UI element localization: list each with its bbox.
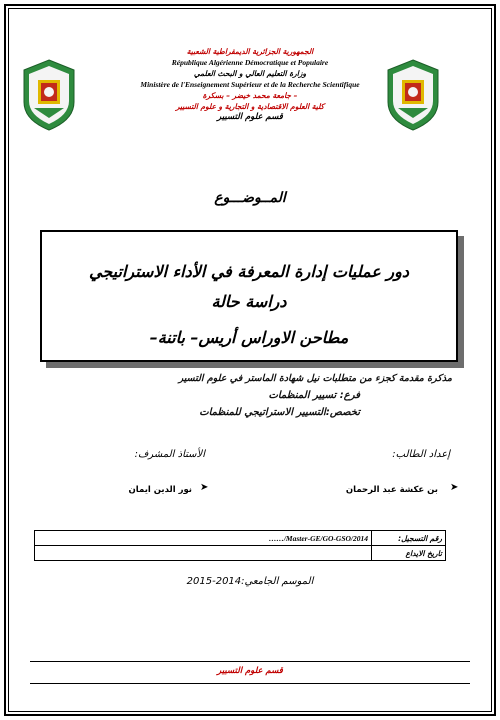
- thesis-title-case: دراسة حالة: [211, 292, 287, 311]
- table-row: [35, 531, 446, 546]
- header-department: قسم علوم التسيير: [217, 112, 283, 122]
- thesis-title-box: [40, 230, 458, 362]
- registration-number-value: ……/Master-GE/GO-GSO/2014: [35, 531, 372, 546]
- header-faculty: كلية العلوم الاقتصادية و التجارية و علوم التسيير: [175, 102, 325, 111]
- student-label: إعداد الطالب:: [392, 449, 450, 460]
- institution-header: [110, 46, 390, 123]
- registration-table: [34, 530, 446, 561]
- academic-year: الموسم الجامعي:2014-2015: [186, 576, 314, 587]
- registration-number-label: رقم التسجيل:: [372, 531, 446, 546]
- subject-heading: المــوضـــوع: [214, 190, 286, 206]
- memo-specialty: تخصص:التسيير الاستراتيجي للمنظمات: [199, 407, 360, 418]
- footer-divider-bottom: [30, 683, 470, 684]
- memo-description: مذكرة مقدمة كجزء من متطلبات نيل شهادة الماستر في علوم التسير: [178, 373, 452, 384]
- header-ministry-ar: وزارة التعليم العالي و البحث العلمي: [193, 69, 307, 78]
- university-logo-right: [384, 58, 442, 132]
- table-row: [35, 546, 446, 561]
- thesis-title-company: مطاحن الاوراس أريس– باتنة–: [149, 328, 349, 347]
- header-republic-ar: الجمهورية الجزائرية الديمقراطية الشعبية: [186, 47, 314, 56]
- supervisor-label: الأستاذ المشرف:: [134, 449, 205, 460]
- supervisor-name: نور الدين ايمان: [128, 485, 192, 495]
- arrow-bullet-icon: ➤: [450, 482, 459, 493]
- footer-divider-top: [30, 661, 470, 662]
- footer-department: قسم علوم التسيير: [217, 666, 283, 676]
- student-name: بن عكشة عبد الرحمان: [345, 485, 438, 495]
- header-university: جامعة محمد خيضر – بسكرة –: [202, 91, 298, 100]
- header-republic-fr: République Algérienne Démocratique et Populaire: [171, 58, 329, 67]
- university-logo-left: [20, 58, 78, 132]
- memo-branch: فرع: تسيير المنظمات: [268, 390, 360, 401]
- deposit-date-value: [35, 546, 372, 561]
- arrow-bullet-icon: ➤: [200, 482, 209, 493]
- thesis-title-main: دور عمليات إدارة المعرفة في الأداء الاستراتيجي: [89, 262, 409, 281]
- deposit-date-label: تاريخ الايداع: [372, 546, 446, 561]
- header-ministry-fr: Ministère de l'Enseignement Supérieur et de la Recherche Scientifique: [140, 80, 360, 89]
